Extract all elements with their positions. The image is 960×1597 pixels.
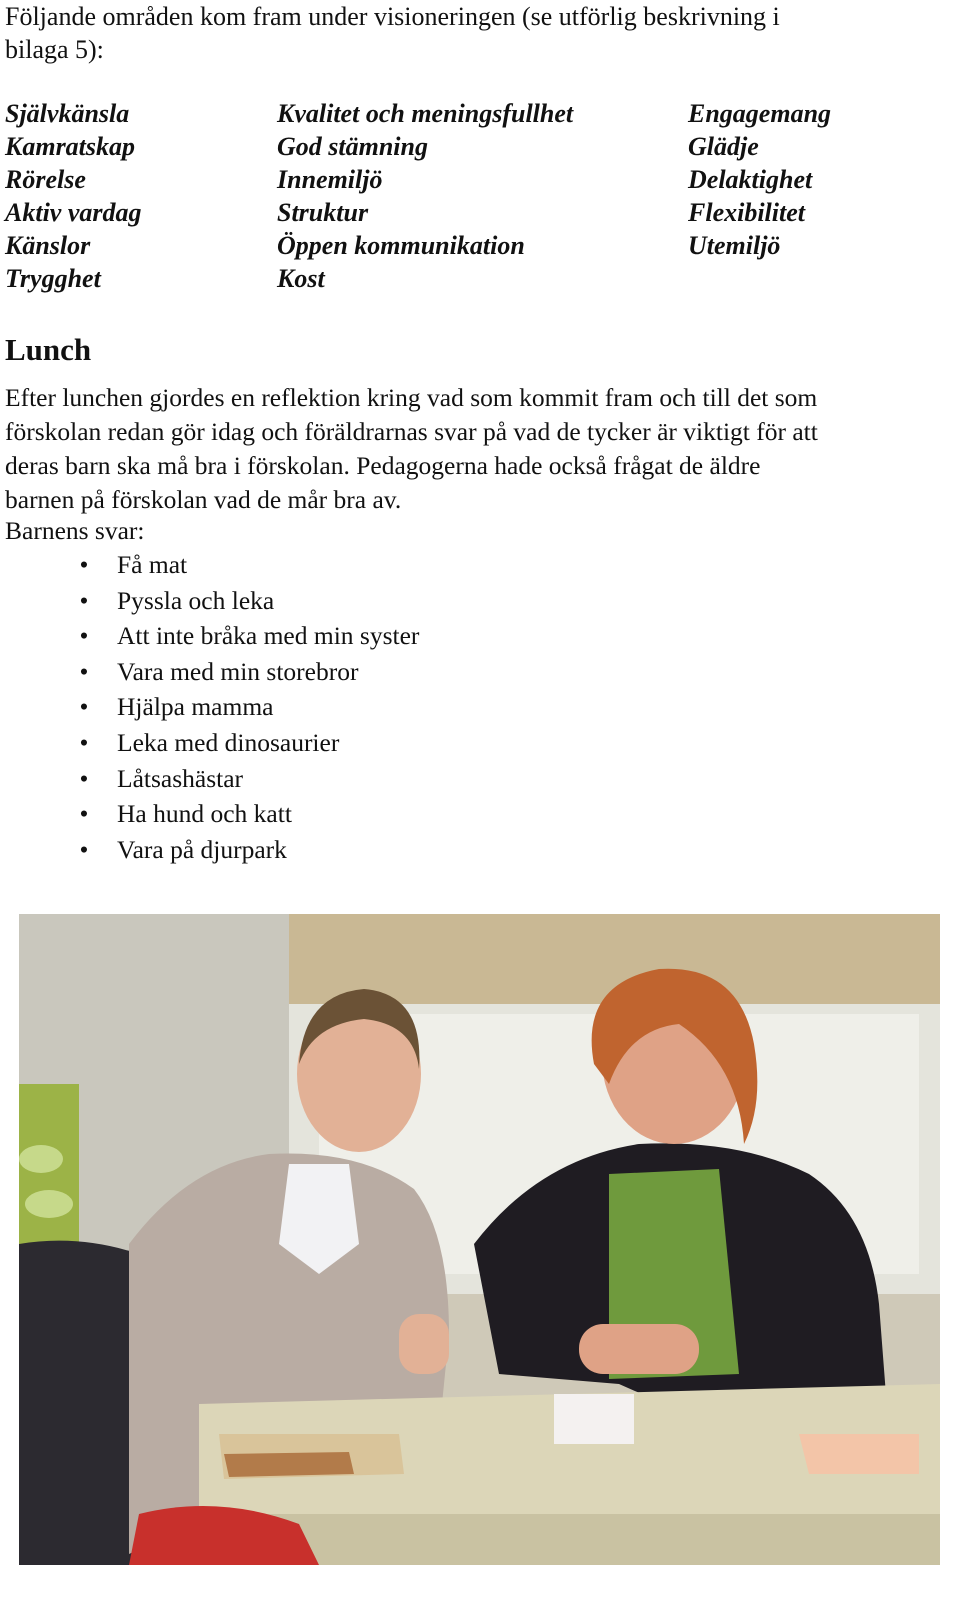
paragraph-line: deras barn ska må bra i förskolan. Pedagogerna hade också frågat de äldre (5, 451, 761, 480)
area-item: Glädje (688, 132, 759, 161)
paragraph-line: Efter lunchen gjordes en reflektion kring vad som kommit fram och till det som (5, 383, 818, 412)
area-item: Flexibilitet (688, 198, 805, 227)
areas-column-2 (277, 97, 573, 295)
bullet-icon: • (79, 585, 89, 615)
area-item: Öppen kommunikation (277, 231, 525, 260)
bullet-icon: • (79, 621, 89, 651)
area-item: Delaktighet (688, 165, 813, 194)
area-item: Rörelse (5, 165, 86, 194)
area-item: Kost (277, 264, 325, 293)
bullet-icon: • (79, 763, 89, 793)
section-heading: Lunch (5, 332, 92, 367)
area-item: Aktiv vardag (5, 198, 142, 227)
area-item: Självkänsla (5, 99, 130, 128)
areas-column-3 (688, 97, 831, 262)
areas-column-1 (5, 97, 142, 295)
bullet-icon: • (79, 799, 89, 829)
area-item: God stämning (277, 132, 428, 161)
photo-illustration (19, 914, 940, 1565)
bullet-icon: • (79, 656, 89, 686)
area-item: Utemiljö (688, 231, 781, 260)
bullet-icon: • (79, 550, 89, 579)
intro-line-2: bilaga 5): (5, 35, 104, 64)
bullet-icon: • (79, 727, 89, 757)
area-item: Struktur (277, 198, 369, 227)
area-item: Känslor (5, 231, 91, 260)
area-item: Trygghet (5, 264, 101, 293)
area-item: Innemiljö (277, 165, 383, 194)
paragraph-line: barnen på förskolan vad de mår bra av. (5, 485, 402, 514)
area-item: Engagemang (688, 99, 832, 128)
photo-two-women-at-table (19, 914, 940, 1565)
paragraph-line: förskolan redan gör idag och föräldrarnas svar på vad de tycker är viktigt för att (5, 417, 818, 446)
area-item: Kamratskap (5, 132, 136, 161)
area-item: Kvalitet och meningsfullhet (277, 99, 574, 128)
intro-line-1: Följande områden kom fram under visioneringen (se utförlig beskrivning i (5, 2, 780, 31)
bullet-icon: • (79, 834, 89, 864)
intro-text (5, 0, 945, 66)
lunch-paragraph (5, 381, 945, 517)
bullet-icon: • (79, 692, 89, 722)
answers-label: Barnens svar: (5, 516, 145, 545)
